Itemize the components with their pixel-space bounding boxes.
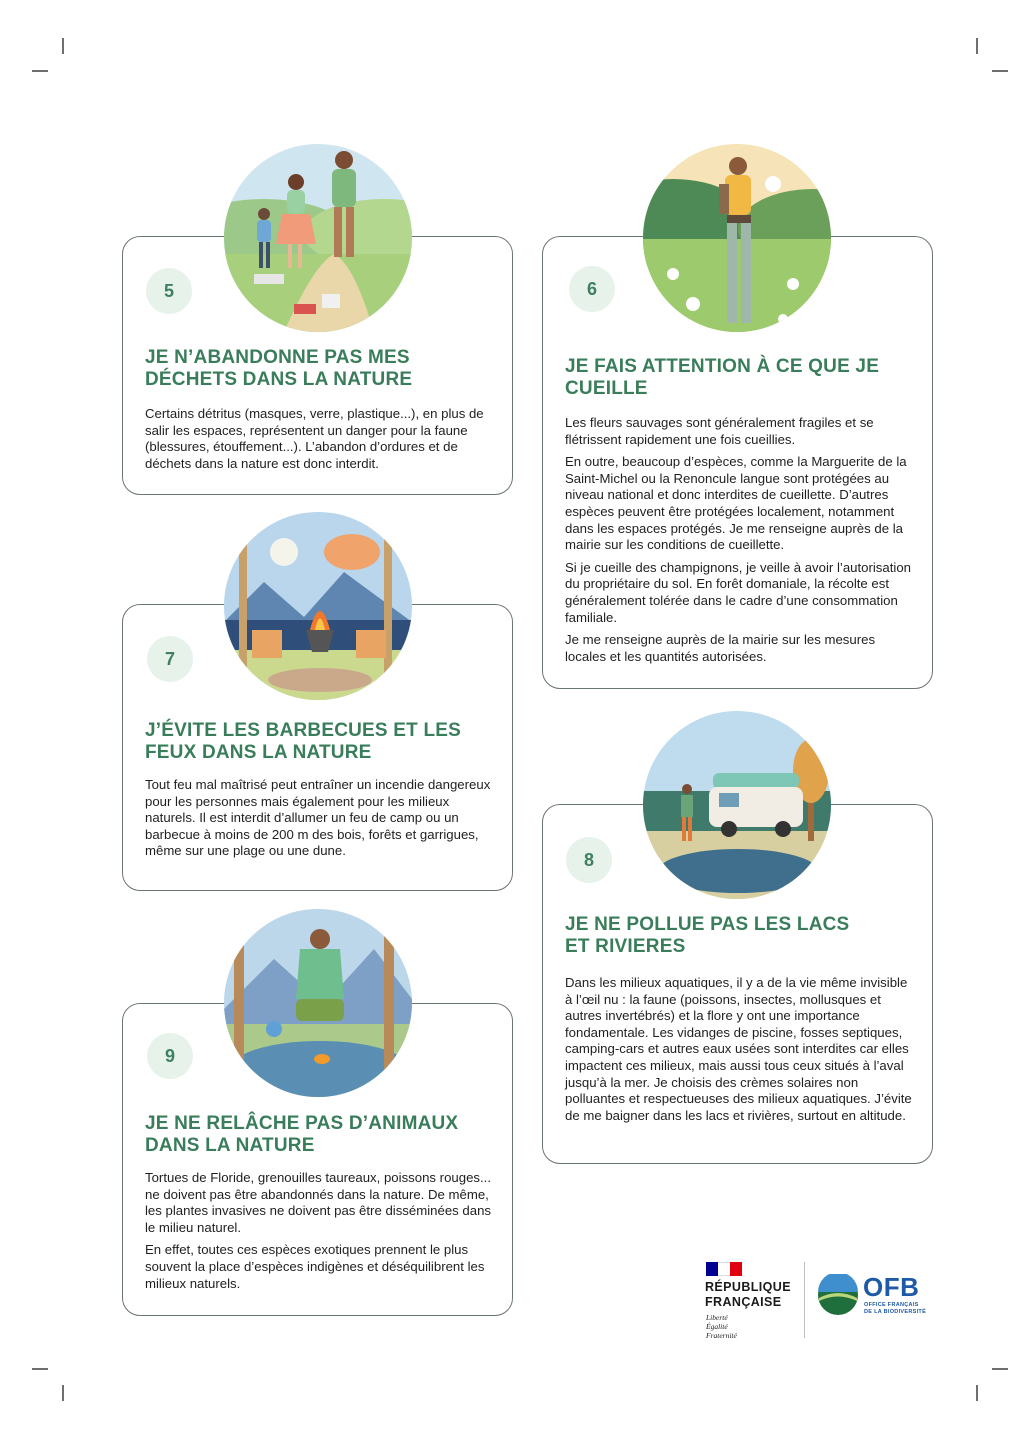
crop-mark	[32, 70, 48, 72]
marianne-logo	[706, 1262, 742, 1276]
crop-mark	[992, 1368, 1008, 1370]
ofb-logo	[817, 1274, 859, 1316]
tip-title: JE FAIS ATTENTION À CE QUE JE CUEILLE	[565, 356, 880, 399]
tip-paragraph: Si je cueille des champignons, je veille à avoir l’autorisation du propriétaire du sol. En forêt domaniale, la récolte est généralement tolérée dans le cadre d’une consommation familiale.	[565, 559, 911, 625]
tip-title: JE NE POLLUE PAS LES LACS ET RIVIERES	[565, 914, 850, 957]
tip-body	[145, 406, 493, 478]
tip-number-badge: 9	[147, 1033, 193, 1079]
crop-mark	[976, 1385, 978, 1401]
motto-fraternite: Fraternité	[706, 1331, 737, 1340]
crop-mark	[62, 1385, 64, 1401]
tip-number-badge: 7	[147, 636, 193, 682]
tip-number-badge: 8	[566, 837, 612, 883]
motto-liberte: Liberté	[706, 1313, 728, 1322]
crop-mark	[32, 1368, 48, 1370]
tip-paragraph: Tout feu mal maîtrisé peut entraîner un incendie dangereux pour les personnes mais également pour les milieux naturels. Il est interdit d’allumer un feu de camp ou un barbecue à moins de 200 m des bois, forêts et garrigues, même sur une plage ou une dune.	[145, 777, 491, 859]
tip-number-badge: 6	[569, 266, 615, 312]
logo-divider	[804, 1262, 805, 1338]
ofb-name-line1: OFFICE FRANÇAIS	[864, 1302, 919, 1308]
tip-paragraph: Certains détritus (masques, verre, plastique...), en plus de salir les espaces, représentent un danger pour la faune (blessures, étouffement...). L’abandon d’ordures et de déchets dans la nature est donc interdit.	[145, 406, 484, 471]
flag-red	[730, 1262, 742, 1276]
tip-body	[145, 777, 493, 866]
footer-logos	[700, 1258, 940, 1348]
family-walk-illustration	[224, 144, 412, 332]
tip-paragraph: Tortues de Floride, grenouilles taureaux, poissons rouges... ne doivent pas être abandonnés dans la nature. De même, les plantes invasives ne doivent pas être disséminées dans le milieu naturel.	[145, 1170, 492, 1235]
tip-paragraph: En effet, toutes ces espèces exotiques prennent le plus souvent la place d’espèces indigènes et déséquilibrent les milieux naturels.	[145, 1242, 485, 1291]
tip-body	[565, 975, 913, 1130]
tip-body	[565, 415, 913, 671]
ofb-name-line2: DE LA BIODIVERSITÉ	[864, 1309, 927, 1315]
tip-title: JE NE RELÂCHE PAS D’ANIMAUX DANS LA NATURE	[145, 1113, 459, 1156]
tip-title: JE N’ABANDONNE PAS MES DÉCHETS DANS LA NATURE	[145, 347, 413, 390]
tip-paragraph: En outre, beaucoup d’espèces, comme la Marguerite de la Saint-Michel ou la Renoncule langue sont protégées au niveau national et donc interdites de cueillette. D’autres espèces peuvent être protégées localement, notamment dans les espaces protégés. Je me renseigne auprès de la mairie sur les conditions de cueillette.	[565, 454, 907, 553]
republique-line2: FRANÇAISE	[705, 1295, 782, 1309]
flag-blue	[706, 1262, 718, 1276]
crop-mark	[976, 38, 978, 54]
tip-paragraph: Je me renseigne auprès de la mairie sur les mesures locales et les quantités autorisées.	[565, 632, 876, 664]
flag-white	[718, 1262, 730, 1276]
flower-picking-illustration	[643, 144, 831, 332]
tip-paragraph: Les fleurs sauvages sont généralement fragiles et se flétrissent rapidement une fois cueillies.	[565, 415, 874, 447]
ofb-acronym: OFB	[863, 1272, 920, 1302]
frog-release-illustration	[224, 909, 412, 1097]
tip-body	[145, 1170, 493, 1298]
motto-egalite: Égalité	[706, 1322, 728, 1331]
tip-number-badge: 5	[146, 268, 192, 314]
campfire-illustration	[224, 512, 412, 700]
tip-paragraph: Dans les milieux aquatiques, il y a de la vie même invisible à l’œil nu : la faune (poissons, insectes, mollusques et autres invertébrés) et la flore y ont une importance fondamentale. Les vidanges de piscine, fosses septiques, camping-cars et autres eaux usées sont interdites car elles impactent ces milieux, mais aussi tous ceux situés à l’aval jusqu’à la mer. Je choisis des crèmes solaires non polluantes et respectueuses des milieux aquatiques. J’évite de me baigner dans les lacs et rivières, surtout en altitude.	[565, 975, 912, 1123]
crop-mark	[992, 70, 1008, 72]
crop-mark	[62, 38, 64, 54]
republique-line1: RÉPUBLIQUE	[705, 1280, 791, 1294]
campervan-lake-illustration	[643, 711, 831, 899]
tip-title: J’ÉVITE LES BARBECUES ET LES FEUX DANS LA NATURE	[145, 720, 461, 763]
